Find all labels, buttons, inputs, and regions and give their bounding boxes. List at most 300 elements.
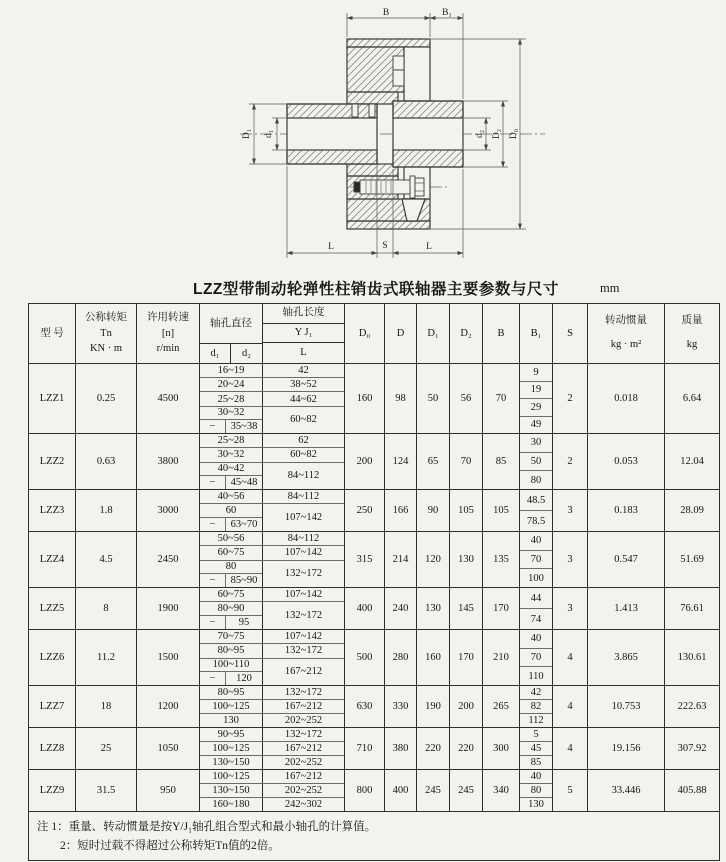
bore-group [200, 644, 344, 658]
bore-group [200, 714, 344, 727]
table-row [29, 630, 719, 686]
inertia-cell: 1.413 [588, 588, 665, 629]
bore-d-entry [200, 420, 262, 433]
bore-length-cell: 107~142 [284, 631, 323, 643]
bore-length-cell: 84~112 [287, 491, 320, 503]
bore-d1-part: − [200, 672, 226, 685]
mass-cell: 222.63 [677, 701, 707, 712]
bore-length-cell: 84~112 [287, 470, 320, 482]
d1-cell: 190 [417, 686, 450, 727]
bore-length-cell: 202~252 [284, 715, 323, 726]
b1-cell [520, 630, 553, 685]
bore-d1-part: − [200, 574, 226, 587]
bore-length-cell: 167~212 [284, 771, 323, 782]
bore-d-stack [200, 659, 263, 686]
dim-label-L-left: L [328, 242, 334, 252]
header-mass-cn: 质量 [681, 315, 703, 327]
s-cell: 3 [553, 490, 588, 531]
coupling-drawing-svg [0, 4, 726, 270]
d2-cell: 220 [450, 728, 483, 769]
torque-cell: 31.5 [76, 770, 137, 811]
bore-length-cell: 132~172 [284, 687, 323, 698]
bore-d-entry: 40~42 [200, 463, 262, 477]
bore-d-entry: 30~32 [217, 449, 245, 461]
table-row [29, 686, 719, 728]
bore-group [200, 463, 344, 490]
bore-group [200, 700, 344, 714]
bore-cell [200, 770, 345, 811]
note-2: 2：短时过载不得超过公称转矩Tn值的2倍。 [60, 839, 280, 852]
bore-length-cell: 38~52 [290, 379, 317, 391]
bore-d-stack [200, 714, 263, 727]
bore-group [200, 532, 344, 546]
bore-length-cell: 242~302 [284, 799, 323, 810]
s-cell: 3 [553, 588, 588, 629]
bore-length-cell: 202~252 [284, 757, 323, 768]
speed-cell: 3800 [137, 434, 200, 489]
dim-label-d1: d₁ [264, 129, 274, 139]
left-hub [287, 104, 377, 164]
bore-d-entry [200, 616, 262, 629]
inertia-cell: 10.753 [588, 686, 665, 727]
b1-entry: 130 [528, 799, 544, 810]
header-L: L [300, 347, 307, 359]
bore-d-entry [200, 672, 262, 685]
parameter-table [28, 303, 720, 861]
d1-cell: 90 [417, 490, 450, 531]
bore-d-stack [200, 490, 263, 503]
bore-d-entry: 25~28 [217, 435, 245, 447]
b1-entry: 9 [520, 364, 552, 382]
d2-cell: 130 [450, 532, 483, 587]
bore-length-cell: 60~82 [290, 414, 317, 426]
table-body [29, 364, 719, 812]
d2-cell: 56 [450, 364, 483, 433]
bore-d-entry: 16~19 [217, 365, 245, 377]
bore-d-stack [200, 784, 263, 797]
dim-label-B1: B₁ [442, 8, 452, 18]
bore-group [200, 784, 344, 798]
dim-label-D0: D₀ [509, 128, 519, 140]
d1-cell: 220 [417, 728, 450, 769]
mass-cell: 405.88 [677, 785, 707, 796]
mass-cell: 6.64 [682, 393, 702, 404]
model-cell: LZZ1 [29, 364, 76, 433]
bore-d-stack [200, 364, 263, 377]
bore-d-stack [200, 602, 263, 629]
inertia-cell: 0.547 [588, 532, 665, 587]
bore-d-stack [200, 392, 263, 405]
dim-label-D2: D₂ [492, 128, 502, 140]
bore-group [200, 561, 344, 588]
b1-entry: 74 [530, 613, 542, 625]
bore-group [200, 392, 344, 406]
speed-cell: 3000 [137, 490, 200, 531]
d1-cell: 65 [417, 434, 450, 489]
b-cell: 105 [483, 490, 520, 531]
page-title: LZZ型带制动轮弹性柱销齿式联轴器主要参数与尺寸 [193, 281, 559, 298]
bore-length-cell: 132~172 [284, 610, 323, 622]
header-bore-len-label: 轴孔长度 [263, 304, 344, 324]
header-B: B [483, 304, 520, 363]
bore-d-entry: 60~75 [217, 589, 245, 601]
header-model: 型 号 [29, 304, 76, 363]
d-cell: 166 [385, 490, 417, 531]
b1-entry: 40 [520, 770, 552, 784]
d2-cell: 245 [450, 770, 483, 811]
bore-d-stack [200, 532, 263, 545]
bore-d-entry: 25~28 [217, 393, 245, 405]
b1-entry: 30 [520, 434, 552, 453]
header-bore-dia-label: 轴孔直径 [200, 304, 262, 344]
bore-cell [200, 434, 345, 489]
d-cell: 400 [385, 770, 417, 811]
bore-cell [200, 364, 345, 433]
b1-entry: 85 [530, 757, 542, 768]
bore-d-stack [200, 756, 263, 769]
bore-group [200, 588, 344, 602]
s-cell: 2 [553, 364, 588, 433]
b1-entry: 40 [520, 532, 552, 551]
header-speed-sym: [n] [161, 327, 175, 339]
b1-entry: 110 [528, 670, 544, 682]
mass-cell: 28.09 [680, 505, 704, 516]
bore-d-stack [200, 686, 263, 699]
right-hub [393, 101, 463, 167]
header-D2: D₂ [450, 304, 483, 363]
b1-entry: 29 [520, 399, 552, 417]
bore-length-cell: 132~172 [284, 568, 323, 580]
bore-d-entry [200, 574, 262, 587]
bore-d-entry: 60~75 [217, 547, 245, 559]
d-cell: 330 [385, 686, 417, 727]
mass-cell: 51.69 [680, 554, 704, 565]
b1-entry: 49 [530, 419, 542, 431]
b-cell: 265 [483, 686, 520, 727]
table-notes [29, 812, 719, 860]
torque-cell: 0.63 [76, 434, 137, 489]
b1-entry: 45 [520, 742, 552, 756]
bore-length-cell: 107~142 [284, 512, 323, 524]
bore-d2-part: 63~70 [230, 519, 258, 531]
bore-length-cell: 107~142 [284, 547, 323, 559]
bore-length-cell: 132~172 [284, 729, 323, 740]
model-cell: LZZ9 [29, 770, 76, 811]
b1-entry: 48.5 [520, 490, 552, 511]
header-bore-length [263, 304, 345, 363]
b1-entry: 80 [530, 474, 542, 486]
bore-d2-part: 85~90 [230, 575, 258, 587]
b1-cell [520, 364, 553, 433]
b-cell: 340 [483, 770, 520, 811]
torque-cell: 25 [76, 728, 137, 769]
s-cell: 4 [553, 686, 588, 727]
header-speed-cn: 许用转速 [147, 311, 189, 323]
bore-length-cell: 167~212 [284, 701, 323, 712]
b1-entry: 19 [520, 382, 552, 400]
d0-cell: 500 [345, 630, 385, 685]
d-cell: 124 [385, 434, 417, 489]
d2-cell: 170 [450, 630, 483, 685]
d-cell: 280 [385, 630, 417, 685]
bore-d1-part: − [200, 616, 226, 629]
bore-group [200, 448, 344, 462]
bore-group [200, 756, 344, 769]
header-torque-cn: 公称转矩 [85, 311, 127, 323]
b1-cell [520, 770, 553, 811]
s-cell: 5 [553, 770, 588, 811]
b-cell: 210 [483, 630, 520, 685]
bore-length-cell: 167~212 [284, 743, 323, 754]
table-row [29, 588, 719, 630]
d0-cell: 800 [345, 770, 385, 811]
table-row [29, 364, 719, 434]
b1-entry: 100 [528, 572, 544, 584]
b1-cell [520, 490, 553, 531]
header-inertia [588, 304, 665, 363]
inertia-cell: 0.053 [588, 434, 665, 489]
bore-d-entry: 100~125 [212, 771, 250, 782]
bore-length-cell: 42 [298, 365, 309, 377]
b1-entry: 50 [520, 453, 552, 472]
torque-cell: 4.5 [76, 532, 137, 587]
bore-d-entry: 40~56 [217, 491, 245, 503]
header-D0: D₀ [345, 304, 385, 363]
table-row [29, 532, 719, 588]
bore-group [200, 659, 344, 686]
bore-d-entry: 160~180 [212, 799, 250, 810]
header-d2: d₂ [242, 347, 251, 359]
dim-label-L-right: L [426, 242, 432, 252]
bore-d-stack [200, 798, 263, 811]
bore-group [200, 728, 344, 742]
coupling-section-drawing [0, 4, 726, 270]
b-cell: 135 [483, 532, 520, 587]
b1-cell [520, 588, 553, 629]
inertia-cell: 0.183 [588, 490, 665, 531]
d1-cell: 130 [417, 588, 450, 629]
inertia-cell: 0.018 [588, 364, 665, 433]
bore-d2-part: 95 [238, 617, 250, 629]
speed-cell: 950 [137, 770, 200, 811]
model-cell: LZZ8 [29, 728, 76, 769]
header-mass-unit: kg [686, 339, 698, 351]
bore-d-stack [200, 407, 263, 433]
b1-cell [520, 532, 553, 587]
bore-d-stack [200, 770, 263, 783]
header-torque-unit: KN · m [89, 343, 123, 355]
header-S: S [553, 304, 588, 363]
bore-group [200, 378, 344, 392]
speed-cell: 2450 [137, 532, 200, 587]
mass-cell: 130.61 [677, 652, 707, 663]
s-cell: 3 [553, 532, 588, 587]
b1-cell [520, 434, 553, 489]
bore-d-entry: 30~32 [200, 407, 262, 421]
inertia-cell: 19.156 [588, 728, 665, 769]
model-cell: LZZ6 [29, 630, 76, 685]
bore-d-entry: 80~95 [217, 645, 245, 657]
bore-group [200, 364, 344, 378]
b-cell: 300 [483, 728, 520, 769]
header-inertia-cn: 转动惯量 [605, 315, 647, 327]
speed-cell: 1500 [137, 630, 200, 685]
d0-cell: 710 [345, 728, 385, 769]
header-torque-sym: Tn [100, 327, 112, 339]
bore-d-entry: 100~125 [212, 743, 250, 754]
dim-label-S: S [382, 241, 388, 251]
bore-d-stack [200, 630, 263, 643]
speed-cell: 1200 [137, 686, 200, 727]
bore-cell [200, 686, 345, 727]
s-cell: 4 [553, 630, 588, 685]
model-cell: LZZ3 [29, 490, 76, 531]
b1-entry: 44 [520, 588, 552, 609]
header-D: D [385, 304, 417, 363]
bore-d-entry: 20~24 [217, 379, 245, 391]
bore-cell [200, 490, 345, 531]
b1-entry: 112 [528, 715, 544, 726]
bore-d-stack [200, 463, 263, 490]
table-row [29, 770, 719, 812]
bore-length-cell: 107~142 [284, 589, 323, 601]
inertia-cell: 3.865 [588, 630, 665, 685]
dim-label-d2: d₂ [475, 129, 485, 139]
torque-cell: 1.8 [76, 490, 137, 531]
table-row [29, 434, 719, 490]
bore-d-entry: 130~150 [212, 757, 250, 768]
b-cell: 170 [483, 588, 520, 629]
bore-d-stack [200, 504, 263, 531]
bore-d-stack [200, 644, 263, 657]
d1-cell: 120 [417, 532, 450, 587]
bore-d-stack [200, 434, 263, 447]
d1-cell: 245 [417, 770, 450, 811]
header-torque [76, 304, 137, 363]
bore-d-stack [200, 588, 263, 601]
table-header [29, 304, 719, 364]
bore-d-entry: 90~95 [217, 729, 245, 740]
bore-d-entry: 70~75 [217, 631, 245, 643]
bore-group [200, 602, 344, 629]
bore-d-entry: 50~56 [217, 533, 245, 545]
bore-d-stack [200, 700, 263, 713]
torque-cell: 0.25 [76, 364, 137, 433]
bore-length-cell: 132~172 [284, 645, 323, 657]
b1-entry: 40 [520, 630, 552, 649]
header-speed [137, 304, 200, 363]
mass-cell: 307.92 [677, 743, 707, 754]
bore-group [200, 742, 344, 756]
mass-cell: 12.04 [680, 456, 704, 467]
d0-cell: 400 [345, 588, 385, 629]
unit-label: mm [600, 281, 620, 295]
torque-cell: 8 [76, 588, 137, 629]
header-mass [665, 304, 719, 363]
b-cell: 70 [483, 364, 520, 433]
bore-d-entry: 80 [200, 561, 262, 575]
bore-cell [200, 728, 345, 769]
bore-d-stack [200, 742, 263, 755]
bore-d-entry: 80~95 [217, 687, 245, 698]
header-D1: D₁ [417, 304, 450, 363]
bore-group [200, 798, 344, 811]
d0-cell: 315 [345, 532, 385, 587]
d-cell: 98 [385, 364, 417, 433]
d0-cell: 250 [345, 490, 385, 531]
bore-d1-part: − [200, 476, 226, 489]
s-cell: 4 [553, 728, 588, 769]
bore-d-entry [200, 476, 262, 489]
dim-label-B: B [382, 8, 390, 18]
bore-d-stack [200, 448, 263, 461]
d-cell: 240 [385, 588, 417, 629]
b1-entry: 82 [520, 700, 552, 714]
bore-d-entry: 80~90 [200, 602, 262, 616]
bore-d-entry: 60 [200, 504, 262, 518]
bore-d-entry [200, 518, 262, 531]
bore-d-stack [200, 378, 263, 391]
header-B1: B₁ [520, 304, 553, 363]
b1-entry: 80 [520, 784, 552, 798]
d2-cell: 145 [450, 588, 483, 629]
torque-cell: 18 [76, 686, 137, 727]
torque-cell: 11.2 [76, 630, 137, 685]
table-row [29, 728, 719, 770]
header-inertia-unit: kg · m² [610, 339, 642, 351]
bore-cell [200, 630, 345, 685]
b1-cell [520, 728, 553, 769]
d-cell: 380 [385, 728, 417, 769]
bore-d-stack [200, 546, 263, 559]
bore-length-cell: 167~212 [284, 666, 323, 678]
bore-length-cell: 44~62 [290, 393, 317, 405]
bore-length-cell: 84~112 [287, 533, 320, 545]
bore-length-cell: 202~252 [284, 785, 323, 796]
d0-cell: 160 [345, 364, 385, 433]
table-row [29, 490, 719, 532]
d0-cell: 200 [345, 434, 385, 489]
bore-length-cell: 62 [298, 435, 309, 447]
header-bore-diameter [200, 304, 263, 363]
d-cell: 214 [385, 532, 417, 587]
bore-d-entry: 130~150 [212, 785, 250, 796]
b-cell: 85 [483, 434, 520, 489]
header-speed-unit: r/min [156, 343, 180, 355]
bore-group [200, 434, 344, 448]
speed-cell: 1900 [137, 588, 200, 629]
b1-entry: 5 [520, 728, 552, 742]
d2-cell: 105 [450, 490, 483, 531]
d1-cell: 50 [417, 364, 450, 433]
bore-cell [200, 588, 345, 629]
speed-cell: 1050 [137, 728, 200, 769]
bore-cell [200, 532, 345, 587]
b1-entry: 42 [520, 686, 552, 700]
bore-d2-part: 120 [236, 673, 252, 685]
header-d1: d₁ [200, 344, 231, 363]
note-1: 注 1：重量、转动惯量是按Y/J₁轴孔组合型式和最小轴孔的计算值。 [37, 821, 377, 833]
d0-cell: 630 [345, 686, 385, 727]
bore-group [200, 407, 344, 433]
speed-cell: 4500 [137, 364, 200, 433]
bore-d-stack [200, 561, 263, 588]
model-cell: LZZ2 [29, 434, 76, 489]
b1-entry: 70 [520, 551, 552, 570]
bore-group [200, 504, 344, 531]
model-cell: LZZ7 [29, 686, 76, 727]
bore-d-entry: 100~110 [200, 659, 262, 673]
